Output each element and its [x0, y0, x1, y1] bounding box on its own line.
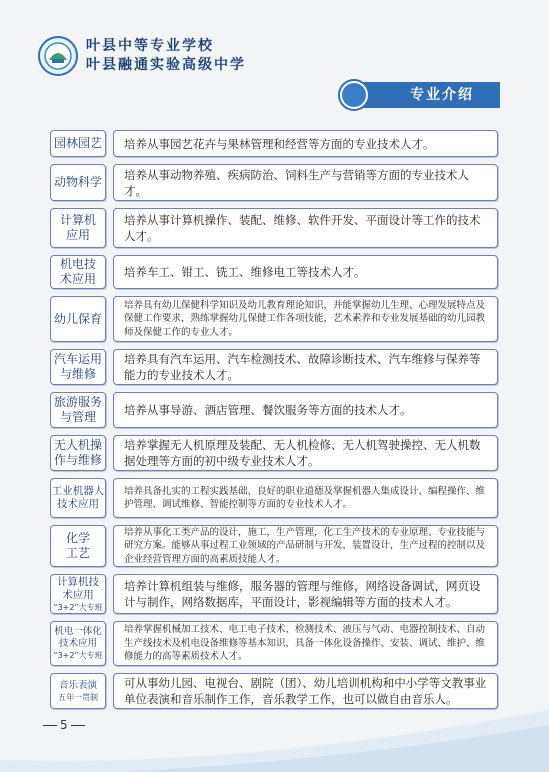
major-description: 培养掌握无人机原理及装配、无人机检修、无人机驾驶操控、无人机数据处理等方面的初中级专业技术人才。: [113, 435, 498, 471]
school-emblem-icon: [38, 36, 78, 76]
page-number-value: 5: [60, 718, 68, 732]
major-name: 化学工艺: [50, 525, 106, 567]
major-row: [50, 130, 498, 157]
major-row: [50, 255, 498, 289]
major-row: [50, 435, 498, 471]
major-description: 可从事幼儿园、电视台、剧院（团）、幼儿培训机构和中小学等文教事业单位表演和音乐制作工作，音乐教学工作，也可以做自由音乐人。: [113, 673, 498, 709]
major-name: 无人机操作与维修: [50, 435, 106, 471]
major-description: 培养具有幼儿保健科学知识及幼儿教育理论知识，并能掌握幼儿生理、心理发展特点及保健工作要求，熟练掌握幼儿保健工作各项技能，艺术素养和专业发展基础的幼儿园教师及保健工作的专业人才。: [113, 296, 498, 342]
school-name: [86, 37, 246, 75]
major-name: 幼儿保育: [50, 296, 106, 342]
major-name: 计算机技术应用 “3+2”大专班: [50, 574, 106, 614]
major-row: [50, 478, 498, 518]
major-program-note: “3+2”大专班: [53, 651, 103, 660]
section-title: 专业介绍: [410, 87, 474, 103]
major-description: 培养从事导游、酒店管理、餐饮服务等方面的技术人才。: [113, 392, 498, 428]
major-description: 培养掌握机械加工技术、电工电子技术、检测技术、液压与气动、电器控制技术、自动生产线技术及机电设备维修等基本知识，具备一体化设备操作、安装、调试、维护、维修能力的高等素质技术人才。: [113, 621, 498, 666]
major-row: [50, 525, 498, 567]
section-badge: [340, 82, 500, 108]
major-name: 机电技术应用: [50, 255, 106, 289]
major-row: [50, 349, 498, 385]
school-name-line2: 叶县融通实验高级中学: [86, 57, 246, 73]
major-description: 培养从事化工类产品的设计，施工，生产管理，化工生产技术的专业原理、专业技能与研究方案。能够从事过程工业领域的产品研制与开发，装置设计，生产过程的控制以及企业经营管理方面的高素质技能人才。: [113, 525, 498, 567]
major-program-note: 五年一贯制: [58, 693, 98, 702]
major-row: [50, 164, 498, 201]
major-row: [50, 208, 498, 248]
major-description: 培养计算机组装与维修，服务器的管理与维修，网络设备调试，网页设计与制作，网络数据库，平面设计，影视编辑等方面的技术人才。: [113, 574, 498, 614]
major-description: 培养从事计算机操作、装配、维修、软件开发、平面设计等工作的技术人才。: [113, 208, 498, 248]
major-row: [50, 574, 498, 614]
school-name-line1: 叶县中等专业学校: [86, 38, 214, 54]
major-description: 培养从事动物养殖、疾病防治、饲料生产与营销等方面的专业技术人才。: [113, 164, 498, 201]
major-name: 机电一体化技术应用 “3+2”大专班: [50, 621, 106, 666]
major-description: 培养具备扎实的工程实践基础、良好的职业道德及掌握机器人集成设计、编程操作、维护管理、调试维修、智能控制等方面的专业技术人才。: [113, 478, 498, 518]
major-description: 培养车工、钳工、铣工、维修电工等技术人才。: [113, 255, 498, 289]
page-number-dash-left: [43, 725, 57, 726]
major-program-note: “3+2”大专班: [53, 602, 103, 612]
major-row: [50, 392, 498, 428]
section-badge-ring-icon: [340, 81, 368, 109]
major-description: 培养从事园艺花卉与果林管理和经营等方面的专业技术人才。: [113, 130, 498, 157]
major-name: 园林园艺: [50, 130, 106, 157]
major-description: 培养具有汽车运用、汽车检测技术、故障诊断技术、汽车维修与保养等能力的专业技术人才。: [113, 349, 498, 385]
major-name: 计算机应用: [50, 208, 106, 248]
major-row: [50, 296, 498, 342]
major-name: 音乐表演 五年一贯制: [50, 673, 106, 709]
major-name: 工业机器人技术应用: [50, 478, 106, 518]
major-name: 动物科学: [50, 164, 106, 201]
major-row: [50, 621, 498, 666]
page-number-dash-right: [71, 725, 85, 726]
page-number: [40, 718, 88, 732]
major-name: 汽车运用与维修: [50, 349, 106, 385]
major-name: 旅游服务与管理: [50, 392, 106, 428]
